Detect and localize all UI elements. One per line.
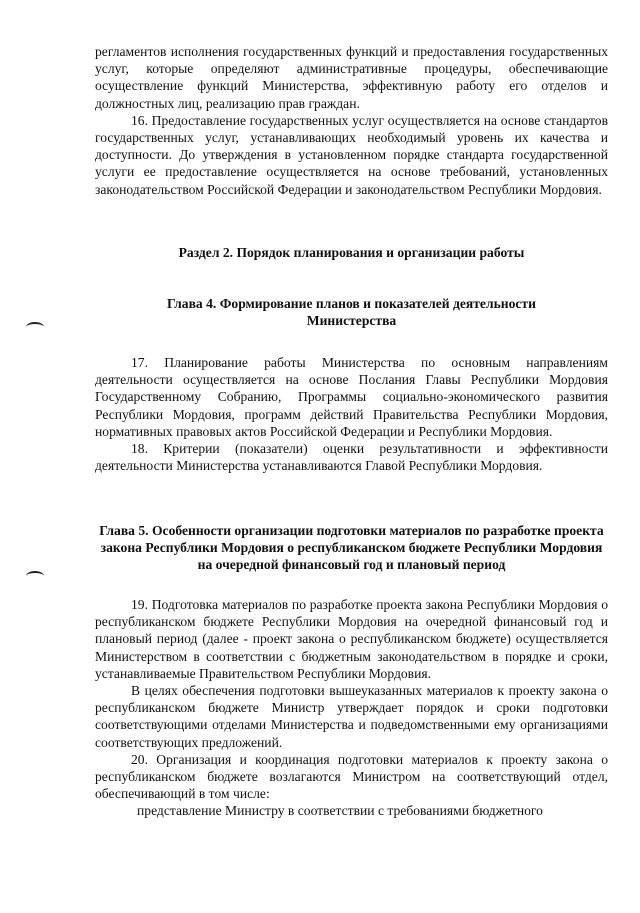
paragraph-20-item: представление Министру в соответствии с требованиями бюджетного <box>137 803 543 819</box>
paragraph-18: 18. Критерии (показатели) оценки результативности и эффективности деятельности Министерства устанавливаются Главой Республики Мордовия. <box>95 441 608 474</box>
section-2-title: Раздел 2. Порядок планирования и организации работы <box>178 245 525 260</box>
paragraph-19-continued: В целях обеспечения подготовки вышеуказанных материалов к проекту закона о республиканском бюджете Министр утверждает порядок и сроки подготовки соответствующими отделами Министерства и подведомственными ему организациями соответствующих предложений. <box>95 683 608 750</box>
punch-hole-mark-lower <box>26 571 44 581</box>
paragraph-16: 16. Предоставление государственных услуг осуществляется на основе стандартов государственных услуг, устанавливающих необходимый уровень их качества и доступности. До утверждения в установленном порядке стандарта государственной услуги ее предоставление осуществляется на основе требований, установленных законодательством Российской Федерации и законодательством Республики Мордовия. <box>95 112 608 197</box>
paragraph-20: 20. Организация и координация подготовки материалов к проекту закона о республиканском бюджете возлагаются Министром на соответствующий отдел, обеспечивающий в том числе: <box>95 751 608 802</box>
text-block-chapter-4 <box>95 354 608 474</box>
punch-hole-mark-upper <box>26 322 44 332</box>
text-block-intro <box>95 43 608 198</box>
paragraph-19: 19. Подготовка материалов по разработке проекта закона Республики Мордовия о республиканском бюджете Республики Мордовия на очередной финансовый год и плановый период (далее - проект закона о республиканском бюджете) осуществляется Министерством в соответствии с бюджетным законодательством в порядке и сроки, устанавливаемые Правительством Республики Мордовия. <box>95 597 608 681</box>
chapter-4-title: Глава 4. Формирование планов и показателей деятельности Министерства <box>167 296 536 329</box>
paragraph-17: 17. Планирование работы Министерства по основным направлениям деятельности осуществляется на основе Послания Главы Республики Мордовия Государственному Собранию, Программы социально-экономического развития Республики Мордовия, программ действий Правительства Республики Мордовия, нормативных правовых актов Российской Федерации и Республики Мордовия. <box>95 355 608 439</box>
text-block-chapter-5 <box>95 596 608 820</box>
paragraph-continued: регламентов исполнения государственных функций и предоставления государственных услуг, которые определяют административные процедуры, обеспечивающие осуществление функций Министерства, эффективную работу его отделов и должностных лиц, реализацию прав граждан. <box>95 44 608 111</box>
chapter-5-title: Глава 5. Особенности организации подготовки материалов по разработке проекта закона Республики Мордовия о республиканском бюджете Республики Мордовия на очередной финансовый год и плановый период <box>99 523 604 573</box>
